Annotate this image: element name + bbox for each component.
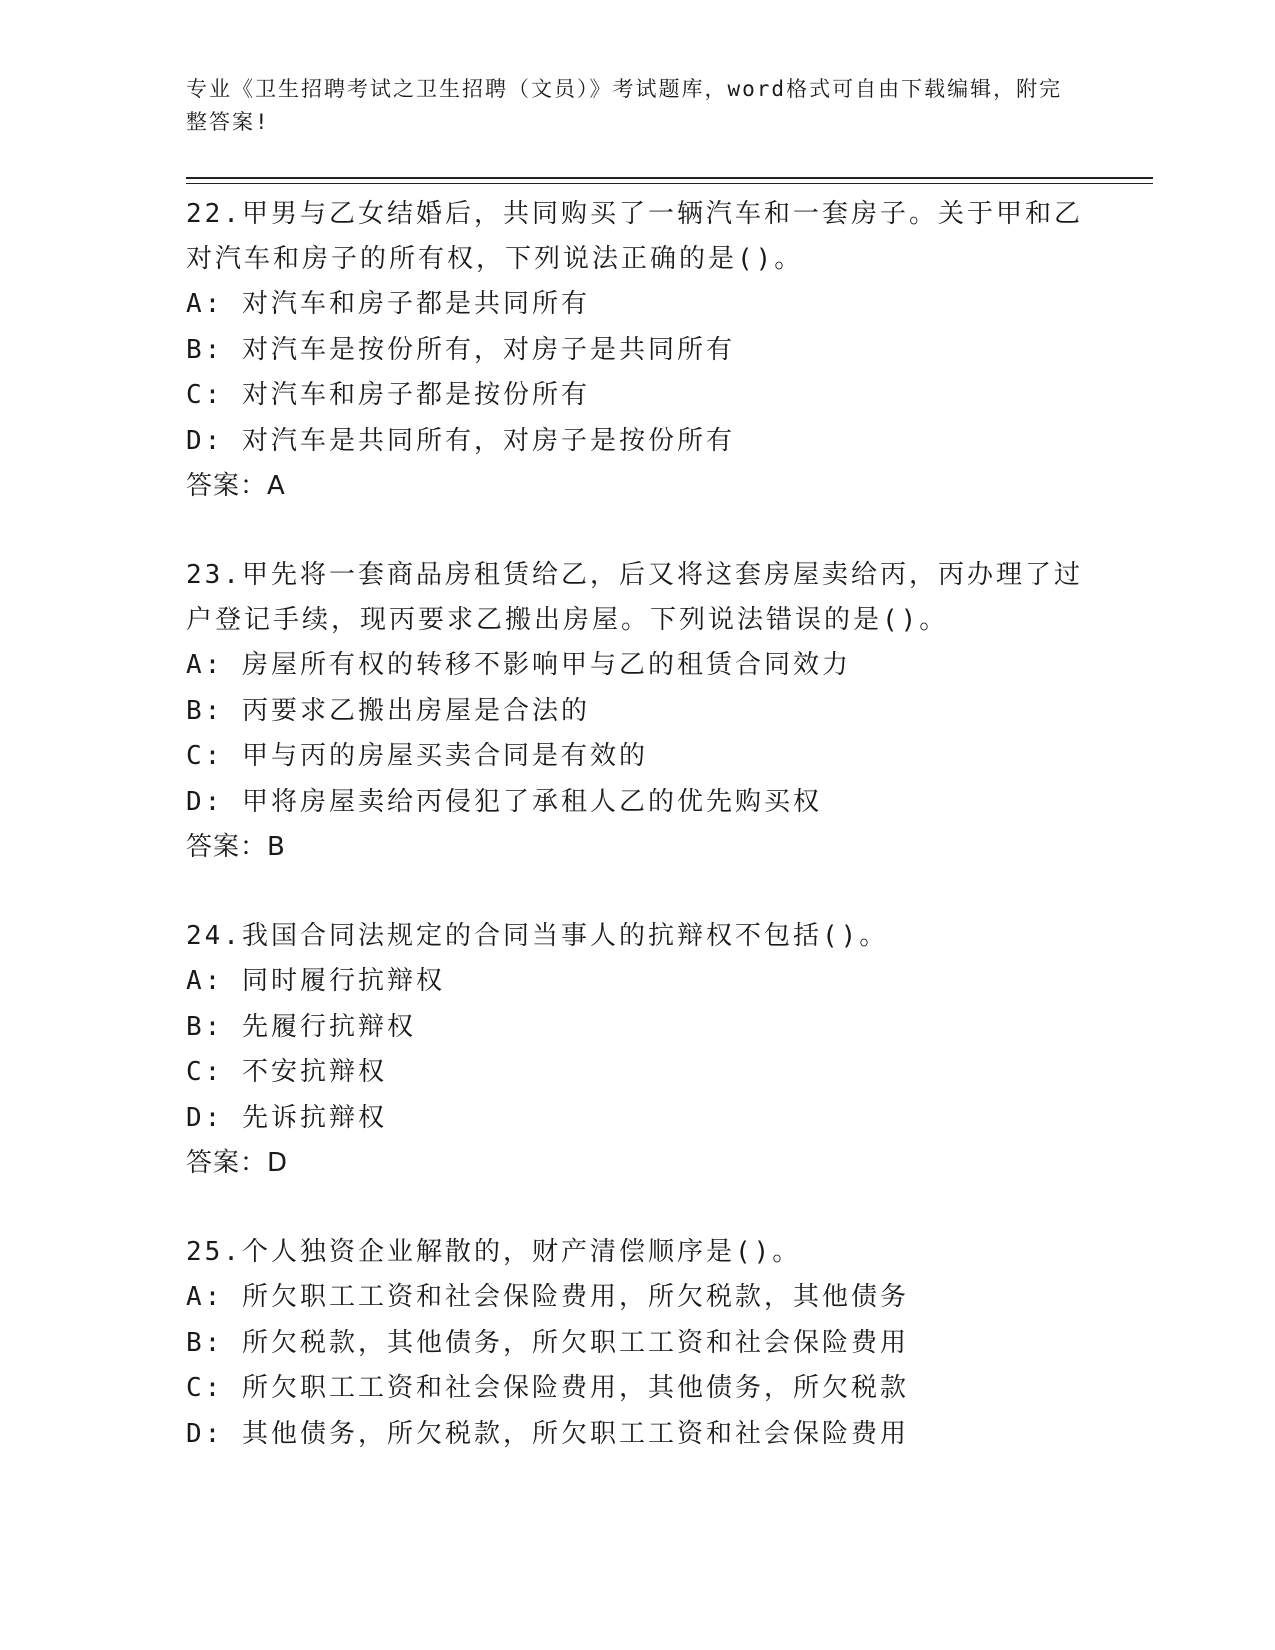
header-divider-thin <box>186 183 1153 184</box>
question-stem: 22.甲男与乙女结婚后，共同购买了一辆汽车和一套房子。关于甲和乙对汽车和房子的所有权，下列说法正确的是()。 <box>186 199 1083 274</box>
option-b: B: 先履行抗辩权 <box>186 1011 416 1042</box>
header-divider-thick <box>186 177 1153 179</box>
option-b: B: 所欠税款，其他债务，所欠职工工资和社会保险费用 <box>186 1327 909 1358</box>
option-d: D: 对汽车是共同所有，对房子是按份所有 <box>186 425 735 456</box>
option-c: C: 所欠职工工资和社会保险费用，其他债务，所欠税款 <box>186 1373 909 1403</box>
option-d: D: 其他债务，所欠税款，所欠职工工资和社会保险费用 <box>186 1418 909 1449</box>
option-c: C: 甲与丙的房屋买卖合同是有效的 <box>186 741 648 771</box>
question-list <box>186 192 1086 1457</box>
option-a: A: 同时履行抗辩权 <box>186 966 445 996</box>
option-a: A: 房屋所有权的转移不影响甲与乙的租赁合同效力 <box>186 650 851 680</box>
question-23 <box>186 553 1086 870</box>
answer-line: 答案：D <box>186 1148 289 1178</box>
question-22 <box>186 192 1086 509</box>
question-stem: 24.我国合同法规定的合同当事人的抗辩权不包括()。 <box>186 921 889 951</box>
option-a: A: 所欠职工工资和社会保险费用，所欠税款，其他债务 <box>186 1282 909 1312</box>
answer-line: 答案：B <box>186 832 286 862</box>
question-stem: 23.甲先将一套商品房租赁给乙，后又将这套房屋卖给丙，丙办理了过户登记手续，现丙要求乙搬出房屋。下列说法错误的是()。 <box>186 560 1083 635</box>
question-25 <box>186 1230 1086 1457</box>
option-d: D: 甲将房屋卖给丙侵犯了承租人乙的优先购买权 <box>186 786 822 817</box>
option-c: C: 对汽车和房子都是按份所有 <box>186 380 590 410</box>
answer-line: 答案：A <box>186 471 286 501</box>
option-a: A: 对汽车和房子都是共同所有 <box>186 289 590 319</box>
document-header: 专业《卫生招聘考试之卫生招聘（文员）》考试题库，word格式可自由下载编辑，附完整答案! <box>186 77 1063 134</box>
option-d: D: 先诉抗辩权 <box>186 1102 387 1133</box>
option-b: B: 对汽车是按份所有，对房子是共同所有 <box>186 334 735 365</box>
question-24 <box>186 914 1086 1186</box>
option-c: C: 不安抗辩权 <box>186 1057 387 1087</box>
question-stem: 25.个人独资企业解散的，财产清偿顺序是()。 <box>186 1237 802 1267</box>
option-b: B: 丙要求乙搬出房屋是合法的 <box>186 695 590 726</box>
